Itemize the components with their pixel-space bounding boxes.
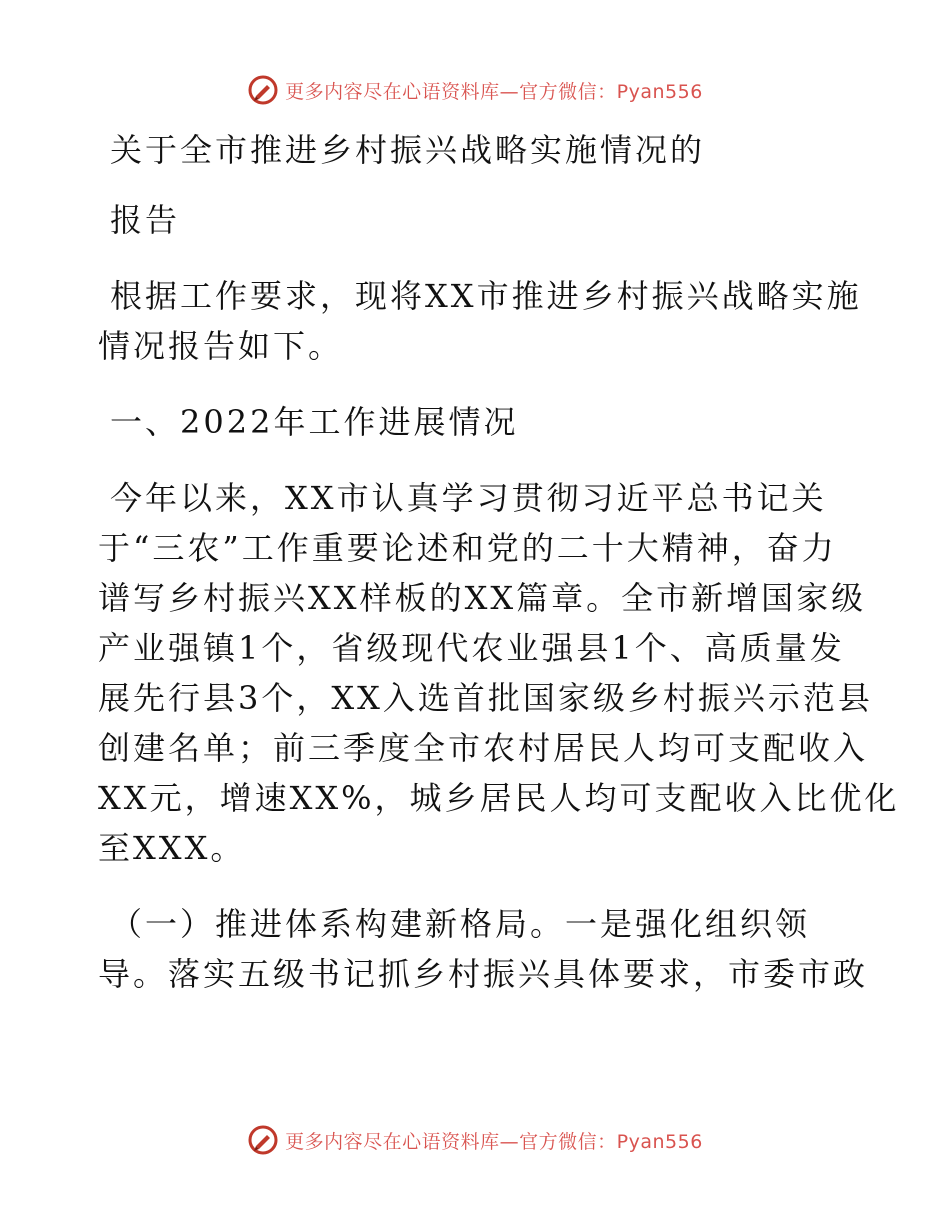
document-body — [98, 125, 900, 999]
paragraph-line: 展先行县3个，XX入选首批国家级乡村振兴示范县 — [98, 679, 873, 717]
paragraph-line: XX元，增速XX%，城乡居民人均可支配收入比优化 — [98, 779, 900, 817]
paragraph-line: 导。落实五级书记抓乡村振兴具体要求，市委市政 — [98, 955, 869, 993]
paragraph-line: 今年以来，XX市认真学习贯彻习近平总书记关 — [110, 479, 827, 517]
paragraph-line: 产业强镇1个，省级现代农业强县1个、高质量发 — [98, 629, 845, 667]
paragraph-line: （一）推进体系构建新格局。一是强化组织领 — [110, 905, 811, 943]
pen-logo-icon — [247, 74, 279, 106]
paragraph-line: 创建名单；前三季度全市农村居民人均可支配收入 — [98, 729, 869, 767]
pen-logo-icon — [247, 1124, 279, 1156]
header-watermark — [0, 70, 950, 110]
intro-line-2: 情况报告如下。 — [98, 327, 344, 365]
section-heading: 一、2022年工作进展情况 — [110, 403, 519, 441]
paragraph-line: 谱写乡村振兴XX样板的XX篇章。全市新增国家级 — [98, 579, 867, 617]
paragraph-line: 于“三农”工作重要论述和党的二十大精神，奋力 — [98, 529, 837, 567]
watermark-text: 更多内容尽在心语资料库—官方微信：Pyan556 — [285, 1130, 703, 1153]
watermark-text: 更多内容尽在心语资料库—官方微信：Pyan556 — [285, 80, 703, 103]
paragraph-line: 至XXX。 — [98, 829, 246, 867]
footer-watermark — [0, 1120, 950, 1160]
intro-line-1: 根据工作要求，现将XX市推进乡村振兴战略实施 — [110, 277, 862, 315]
document-title-line-1: 关于全市推进乡村振兴战略实施情况的 — [110, 131, 706, 169]
document-title-line-2: 报告 — [110, 201, 181, 239]
